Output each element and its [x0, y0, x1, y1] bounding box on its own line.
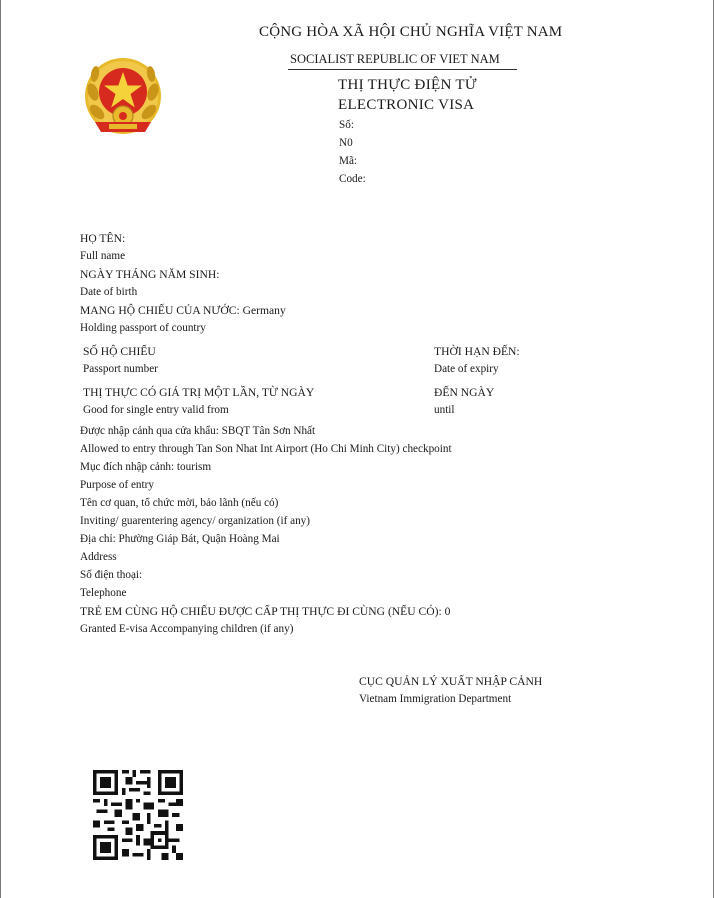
children-en: Granted E-visa Accompanying children (if any) [80, 623, 294, 635]
national-emblem-icon [81, 56, 165, 140]
visa-number-label-en: N0 [339, 137, 353, 149]
agency-vn: Tên cơ quan, tổ chức mời, bảo lãnh (nếu có) [80, 497, 279, 509]
passport-number-label-en: Passport number [83, 363, 158, 375]
address-vn: Địa chỉ: Phường Giáp Bát, Quận Hoàng Mai [80, 533, 280, 545]
expiry-label-en: Date of expiry [434, 363, 499, 375]
issuer-name-en: Vietnam Immigration Department [359, 693, 512, 705]
visa-code-label-en: Code: [339, 173, 366, 185]
visa-title-vn: THỊ THỰC ĐIỆN TỬ [338, 77, 477, 93]
visa-title-en: ELECTRONIC VISA [338, 97, 475, 113]
issuer-name-vn: CỤC QUẢN LÝ XUẤT NHẬP CẢNH [359, 675, 543, 688]
valid-from-label-en: Good for single entry valid from [83, 404, 229, 416]
checkpoint-en: Allowed to entry through Tan Son Nhat Int Airport (Ho Chi Minh City) checkpoint [80, 443, 452, 455]
agency-en: Inviting/ guarentering agency/ organization (if any) [80, 515, 310, 527]
visa-code-label-vn: Mã: [339, 155, 358, 167]
header-underline [288, 69, 517, 70]
full-name-label-vn: HỌ TÊN: [80, 232, 126, 245]
until-label-vn: ĐẾN NGÀY [434, 386, 495, 399]
passport-country-vn: MANG HỘ CHIẾU CỦA NƯỚC: Germany [80, 304, 286, 317]
full-name-label-en: Full name [80, 250, 126, 262]
expiry-label-vn: THỜI HẠN ĐẾN: [434, 345, 520, 358]
country-name-en: SOCIALIST REPUBLIC OF VIET NAM [290, 52, 500, 66]
children-vn: TRẺ EM CÙNG HỘ CHIẾU ĐƯỢC CẤP THỊ THỰC ĐI CÙNG (NẾU CÓ): 0 [80, 605, 451, 618]
purpose-vn: Mục đích nhập cảnh: tourism [80, 461, 212, 473]
until-label-en: until [434, 404, 455, 416]
passport-number-label-vn: SỐ HỘ CHIẾU [83, 345, 156, 358]
visa-number-label-vn: Số: [339, 119, 354, 131]
dob-label-en: Date of birth [80, 286, 138, 298]
phone-vn: Số điện thoại: [80, 569, 143, 581]
country-name-vn: CỘNG HÒA XÃ HỘI CHỦ NGHĨA VIỆT NAM [259, 24, 563, 40]
checkpoint-vn: Được nhập cảnh qua cửa khẩu: SBQT Tân Sơn Nhất [80, 425, 316, 437]
valid-from-label-vn: THỊ THỰC CÓ GIÁ TRỊ MỘT LẦN, TỪ NGÀY [83, 386, 315, 399]
phone-en: Telephone [80, 587, 127, 599]
dob-label-vn: NGÀY THÁNG NĂM SINH: [80, 268, 220, 281]
purpose-en: Purpose of entry [80, 479, 154, 491]
qr-code-icon [93, 770, 183, 860]
passport-country-en: Holding passport of country [80, 322, 206, 334]
address-en: Address [80, 551, 117, 563]
